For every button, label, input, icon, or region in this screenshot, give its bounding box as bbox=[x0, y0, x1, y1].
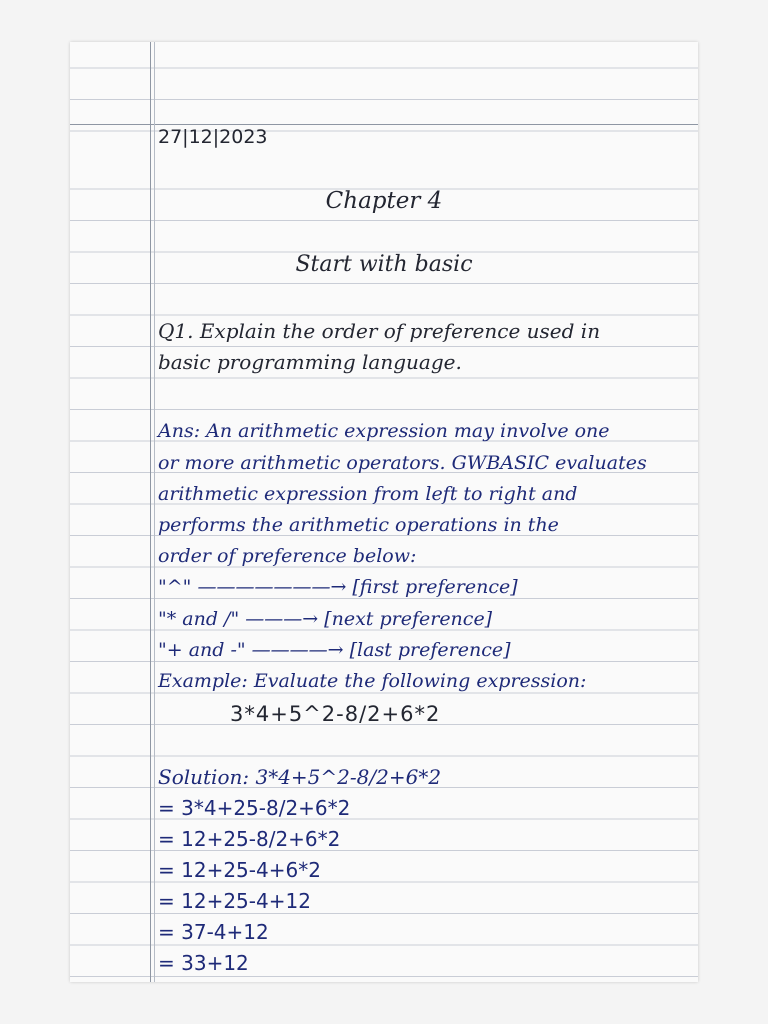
answer-line-2: or more arithmetic operators. GWBASIC evaluates bbox=[158, 452, 647, 474]
solution-line-4: = 12+25-4+6*2 bbox=[158, 858, 321, 882]
solution-line-6: = 37-4+12 bbox=[158, 920, 269, 944]
answer-line-3: arithmetic expression from left to right and bbox=[158, 483, 578, 505]
notebook-page bbox=[70, 42, 698, 982]
answer-line-4: performs the arithmetic operations in the bbox=[158, 514, 559, 536]
solution-line-5: = 12+25-4+12 bbox=[158, 889, 311, 913]
margin-line-inner bbox=[154, 42, 155, 982]
question-line-2: basic programming language. bbox=[158, 350, 462, 374]
solution-line-3: = 12+25-8/2+6*2 bbox=[158, 827, 341, 851]
example-label: Example: Evaluate the following expression: bbox=[158, 670, 587, 692]
precedence-add-subtract: "+ and -" ————→ [last preference] bbox=[158, 639, 511, 661]
date: 27|12|2023 bbox=[158, 126, 268, 148]
precedence-multiply-divide: "* and /" ———→ [next preference] bbox=[158, 608, 493, 630]
chapter-title: Chapter 4 bbox=[325, 188, 443, 214]
solution-line-1: Solution: 3*4+5^2-8/2+6*2 bbox=[158, 765, 442, 789]
question-line-1: Q1. Explain the order of preference used in bbox=[158, 319, 601, 343]
chapter-subtitle: Start with basic bbox=[295, 252, 473, 277]
example-expression: 3*4+5^2-8/2+6*2 bbox=[230, 702, 441, 726]
margin-line bbox=[150, 42, 151, 982]
solution-line-2: = 3*4+25-8/2+6*2 bbox=[158, 796, 351, 820]
precedence-exponent: "^" ———————→ [first preference] bbox=[158, 576, 518, 598]
solution-line-7: = 33+12 bbox=[158, 951, 249, 975]
answer-line-1: Ans: An arithmetic expression may involve one bbox=[158, 420, 610, 442]
answer-line-5: order of preference below: bbox=[158, 545, 417, 567]
